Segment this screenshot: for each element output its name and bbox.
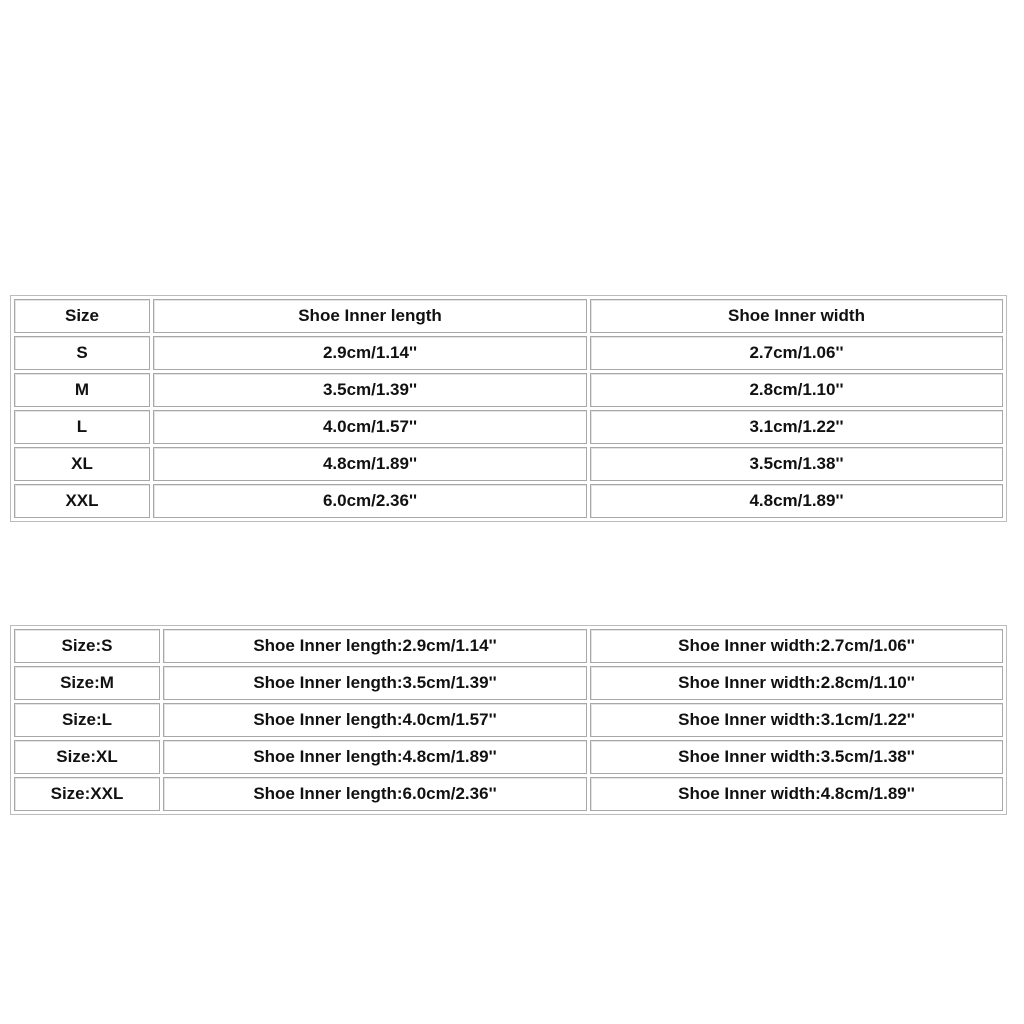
size-cell: Size:XL — [14, 740, 160, 774]
inner-length-cell: Shoe Inner length:6.0cm/2.36'' — [163, 777, 587, 811]
inner-length-cell: Shoe Inner length:2.9cm/1.14'' — [163, 629, 587, 663]
inner-width-cell: 4.8cm/1.89'' — [590, 484, 1003, 518]
inner-width-cell: 3.1cm/1.22'' — [590, 410, 1003, 444]
size-cell: Size:S — [14, 629, 160, 663]
size-cell: XL — [14, 447, 150, 481]
inner-length-cell: 4.8cm/1.89'' — [153, 447, 587, 481]
table-row — [14, 410, 1003, 444]
size-cell: Size:M — [14, 666, 160, 700]
header-inner-length: Shoe Inner length — [153, 299, 587, 333]
table-row — [14, 447, 1003, 481]
size-cell: L — [14, 410, 150, 444]
inner-width-cell: Shoe Inner width:2.8cm/1.10'' — [590, 666, 1003, 700]
table-row — [14, 336, 1003, 370]
table-row — [14, 666, 1003, 700]
size-chart-inline-table — [10, 625, 1007, 815]
inner-length-cell: 6.0cm/2.36'' — [153, 484, 587, 518]
inner-length-cell: 4.0cm/1.57'' — [153, 410, 587, 444]
inner-width-cell: Shoe Inner width:3.1cm/1.22'' — [590, 703, 1003, 737]
size-cell: Size:L — [14, 703, 160, 737]
inner-length-cell: 3.5cm/1.39'' — [153, 373, 587, 407]
table-header-row — [14, 299, 1003, 333]
inner-length-cell: 2.9cm/1.14'' — [153, 336, 587, 370]
size-cell: S — [14, 336, 150, 370]
header-size: Size — [14, 299, 150, 333]
inner-length-cell: Shoe Inner length:3.5cm/1.39'' — [163, 666, 587, 700]
table-row — [14, 703, 1003, 737]
size-cell: Size:XXL — [14, 777, 160, 811]
table-row — [14, 740, 1003, 774]
inner-length-cell: Shoe Inner length:4.0cm/1.57'' — [163, 703, 587, 737]
table-row — [14, 629, 1003, 663]
table-row — [14, 777, 1003, 811]
inner-width-cell: Shoe Inner width:2.7cm/1.06'' — [590, 629, 1003, 663]
inner-width-cell: 2.8cm/1.10'' — [590, 373, 1003, 407]
table-row — [14, 373, 1003, 407]
header-inner-width: Shoe Inner width — [590, 299, 1003, 333]
inner-width-cell: 3.5cm/1.38'' — [590, 447, 1003, 481]
inner-length-cell: Shoe Inner length:4.8cm/1.89'' — [163, 740, 587, 774]
size-cell: M — [14, 373, 150, 407]
inner-width-cell: Shoe Inner width:3.5cm/1.38'' — [590, 740, 1003, 774]
size-cell: XXL — [14, 484, 150, 518]
table-row — [14, 484, 1003, 518]
size-chart-table — [10, 295, 1007, 522]
inner-width-cell: 2.7cm/1.06'' — [590, 336, 1003, 370]
inner-width-cell: Shoe Inner width:4.8cm/1.89'' — [590, 777, 1003, 811]
